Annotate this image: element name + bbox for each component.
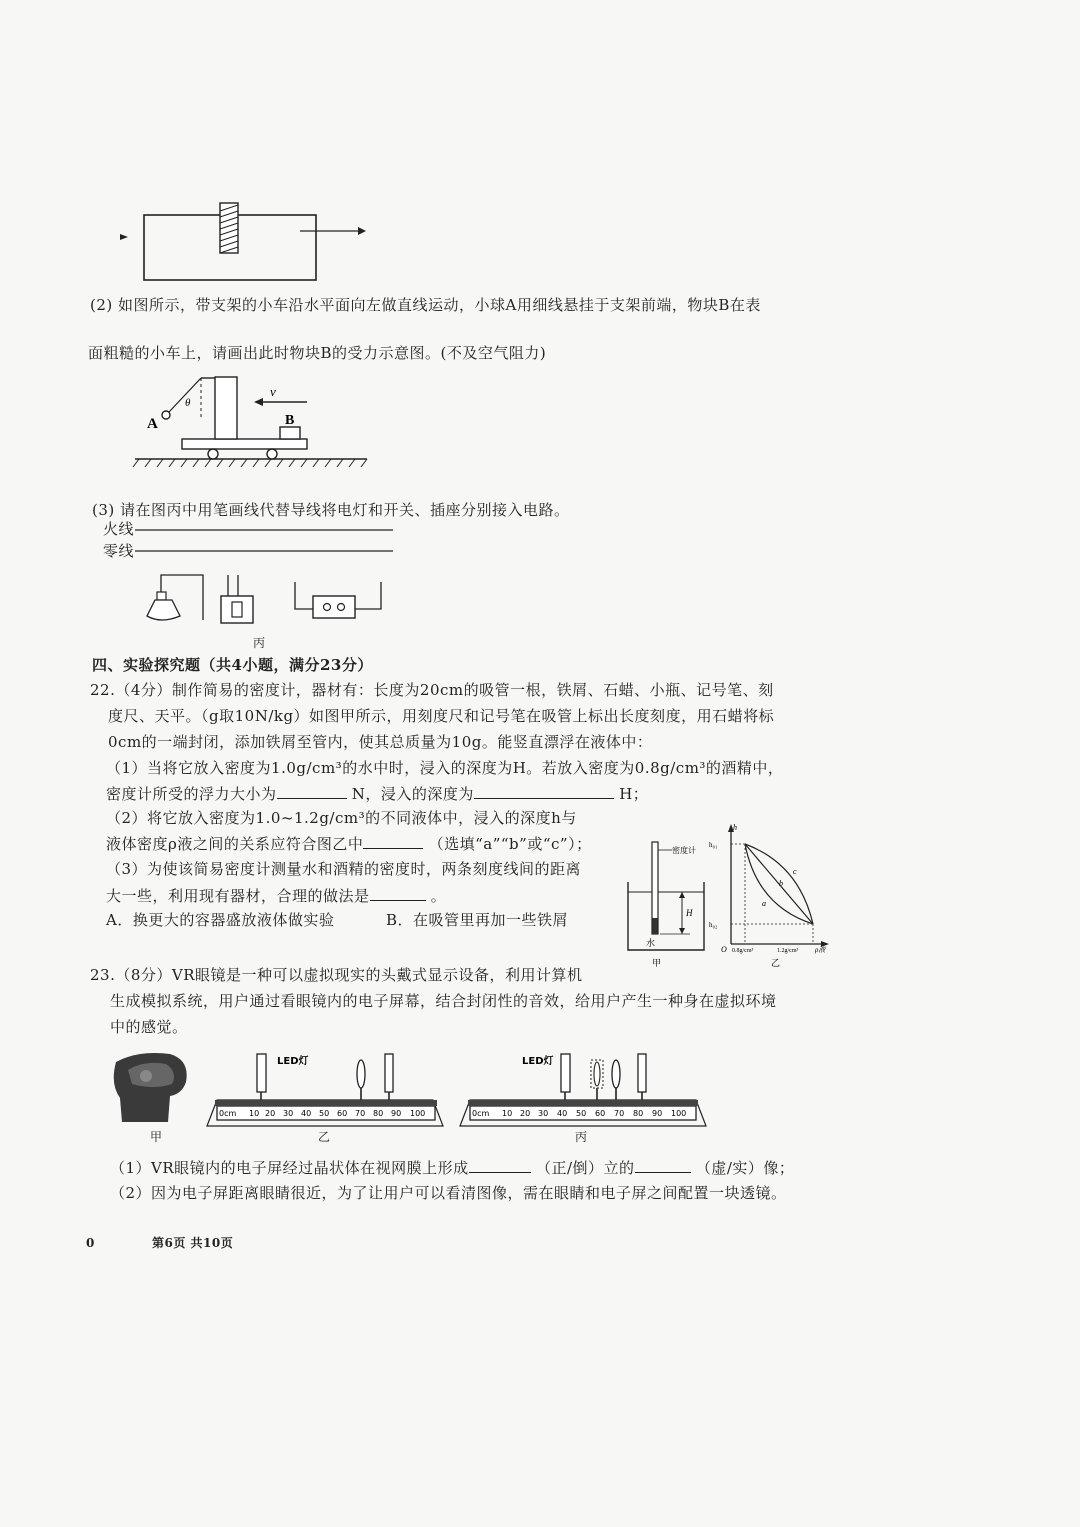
q22-option-a: A．换更大的容器盛放液体做实验 xyxy=(106,911,335,929)
ruler-tick-20: 20 xyxy=(265,1109,276,1118)
q22-line2: 度尺、天平。（g取10N/kg）如图甲所示，用刻度尺和记号笔在吸管上标出长度刻度，用石蜡将标 xyxy=(108,707,775,725)
q22-sub2-text-b: （选填“a”“b”或“c”）； xyxy=(428,835,592,853)
label-origin: O xyxy=(721,945,727,954)
q21-part2-line1: (2) 如图所示，带支架的小车沿水平面向左做直线运动，小球A用细线悬挂于支架前端，物块B在表 xyxy=(90,296,761,314)
page-number: 第6页 共10页 xyxy=(152,1236,234,1250)
graph-choice-blank[interactable] xyxy=(363,833,423,849)
ruler2-tick-30: 30 xyxy=(538,1109,549,1118)
q22-sub1-text-c: H； xyxy=(619,785,649,803)
neutral-wire-label: 零线 xyxy=(103,542,135,560)
q22-sub2-text-a: 液体密度ρ液之间的关系应符合图乙中 xyxy=(106,835,364,853)
section-4-title: 四、实验探究题（共4小题，满分23分） xyxy=(92,656,373,674)
ruler2-tick-20: 20 xyxy=(520,1109,531,1118)
ruler2-tick-100: 100 xyxy=(671,1109,687,1118)
upright-inverted-blank[interactable] xyxy=(469,1157,531,1173)
vr-figure-bing-caption: 丙 xyxy=(575,1130,588,1144)
vr-figure-jia-caption: 甲 xyxy=(150,1130,163,1144)
q22-sub2-line2 xyxy=(106,833,592,854)
q23-line2: 生成模拟系统，用户通过看眼镜内的电子屏幕，结合封闭性的音效，给用户产生一种身在虚拟环境 xyxy=(110,992,777,1010)
depth-answer-blank[interactable] xyxy=(474,783,614,799)
label-density-meter: 密度计 xyxy=(672,846,696,855)
q22-sub1-line1: （1）当将它放入密度为1.0g/cm³的水中时，浸入的深度为H。若放入密度为0.8g/cm³的酒精中， xyxy=(106,759,784,777)
ruler-tick-100: 100 xyxy=(410,1109,426,1118)
q23-line3: 中的感觉。 xyxy=(110,1018,188,1036)
label-x1: 0.8g/cm³ xyxy=(732,948,754,954)
q22-sub3-line1: （3）为使该简易密度计测量水和酒精的密度时，两条刻度线间的距离 xyxy=(106,860,582,878)
vr-headset-image xyxy=(108,1048,193,1128)
q22-sub1-text-a: 密度计所受的浮力大小为 xyxy=(106,785,277,803)
q22-sub2-line1: （2）将它放入密度为1.0~1.2g/cm³的不同液体中，浸入的深度h与 xyxy=(106,809,577,827)
figure-yi-caption: 乙 xyxy=(771,959,781,969)
label-A: A xyxy=(147,416,158,432)
label-curve-b: b xyxy=(779,879,783,888)
ruler-tick-10: 10 xyxy=(249,1109,260,1118)
ruler2-tick-90: 90 xyxy=(652,1109,663,1118)
q23-sub1-text-a: （1）VR眼镜内的电子屏经过晶状体在视网膜上形成 xyxy=(110,1159,469,1177)
label-water: 水 xyxy=(646,939,656,949)
ruler-tick-60: 60 xyxy=(337,1109,348,1118)
ruler2-tick-0: 0cm xyxy=(472,1109,490,1118)
q23-sub1-text-b: （正/倒）立的 xyxy=(535,1159,635,1177)
figure-cart-pendulum xyxy=(135,372,375,472)
q22-line1: 22.（4分）制作简易的密度计，器材有：长度为20cm的吸管一根，铁屑、石蜡、小瓶、记号笔、刻 xyxy=(90,681,774,699)
figure-circuit xyxy=(135,520,405,640)
label-v: v xyxy=(270,384,276,399)
ruler-tick-70: 70 xyxy=(355,1109,366,1118)
ruler2-tick-40: 40 xyxy=(557,1109,568,1118)
q21-part2-line2: 面粗糙的小车上，请画出此时物块B的受力示意图。(不及空气阻力) xyxy=(88,344,547,362)
figure-depth-density-graph xyxy=(705,820,835,970)
q23-sub1 xyxy=(110,1157,794,1178)
ruler-tick-0: 0cm xyxy=(219,1109,237,1118)
vr-figure-yi-caption: 乙 xyxy=(318,1130,331,1144)
label-H: H xyxy=(686,908,693,918)
q22-sub1-text-b: N，浸入的深度为 xyxy=(351,785,474,803)
led-label-yi: LED灯 xyxy=(277,1056,309,1067)
label-h01: h₀₁ xyxy=(709,841,718,849)
ruler2-tick-80: 80 xyxy=(633,1109,644,1118)
label-axis-rho: ρ液 xyxy=(815,946,826,954)
buoyancy-answer-blank[interactable] xyxy=(277,783,347,799)
q22-sub3-text-b: 。 xyxy=(430,887,447,905)
figure-circuit-caption: 丙 xyxy=(253,636,266,650)
ruler2-tick-10: 10 xyxy=(502,1109,513,1118)
ruler-tick-30: 30 xyxy=(283,1109,294,1118)
ruler2-tick-60: 60 xyxy=(595,1109,606,1118)
ruler2-tick-70: 70 xyxy=(614,1109,625,1118)
label-curve-c: c xyxy=(793,867,797,876)
optical-bench-yi xyxy=(205,1050,455,1130)
label-x2: 1.2g/cm³ xyxy=(777,948,799,954)
ruler2-tick-50: 50 xyxy=(576,1109,587,1118)
q23-line1: 23.（8分）VR眼镜是一种可以虚拟现实的头戴式显示设备，利用计算机 xyxy=(90,966,583,984)
q23-sub2: （2）因为电子屏距离眼睛很近，为了让用户可以看清图像，需在眼睛和电子屏之间配置一块透镜。 xyxy=(110,1184,787,1202)
q22-option-b: B．在吸管里再加一些铁屑 xyxy=(386,911,569,929)
figure-jia-caption: 甲 xyxy=(652,959,662,969)
q22-sub1-line2 xyxy=(106,783,648,804)
ruler-tick-90: 90 xyxy=(391,1109,402,1118)
method-answer-blank[interactable] xyxy=(370,885,426,901)
ruler-tick-50: 50 xyxy=(319,1109,330,1118)
led-label-bing: LED灯 xyxy=(522,1056,554,1067)
q21-part3-line: (3) 请在图丙中用笔画线代替导线将电灯和开关、插座分别接入电路。 xyxy=(92,501,570,519)
optical-bench-bing xyxy=(458,1050,708,1130)
ruler-tick-80: 80 xyxy=(373,1109,384,1118)
label-theta: θ xyxy=(185,397,191,409)
virtual-real-blank[interactable] xyxy=(635,1157,691,1173)
ruler-tick-40: 40 xyxy=(301,1109,312,1118)
q22-sub3-text-a: 大一些，利用现有器材，合理的做法是 xyxy=(106,887,370,905)
figure-block-frame xyxy=(110,195,370,290)
label-curve-a: a xyxy=(762,899,766,908)
label-axis-h: h xyxy=(733,823,737,832)
label-B: B xyxy=(285,413,295,428)
margin-mark: 0 xyxy=(86,1236,95,1250)
q23-sub1-text-c: （虚/实）像； xyxy=(695,1159,795,1177)
label-h02: h₀₂ xyxy=(709,921,718,929)
live-wire-label: 火线 xyxy=(103,520,135,538)
q22-sub3-line2 xyxy=(106,885,446,906)
q22-line3: 0cm的一端封闭，添加铁屑至管内，使其总质量为10g。能竖直漂浮在液体中： xyxy=(108,733,653,751)
